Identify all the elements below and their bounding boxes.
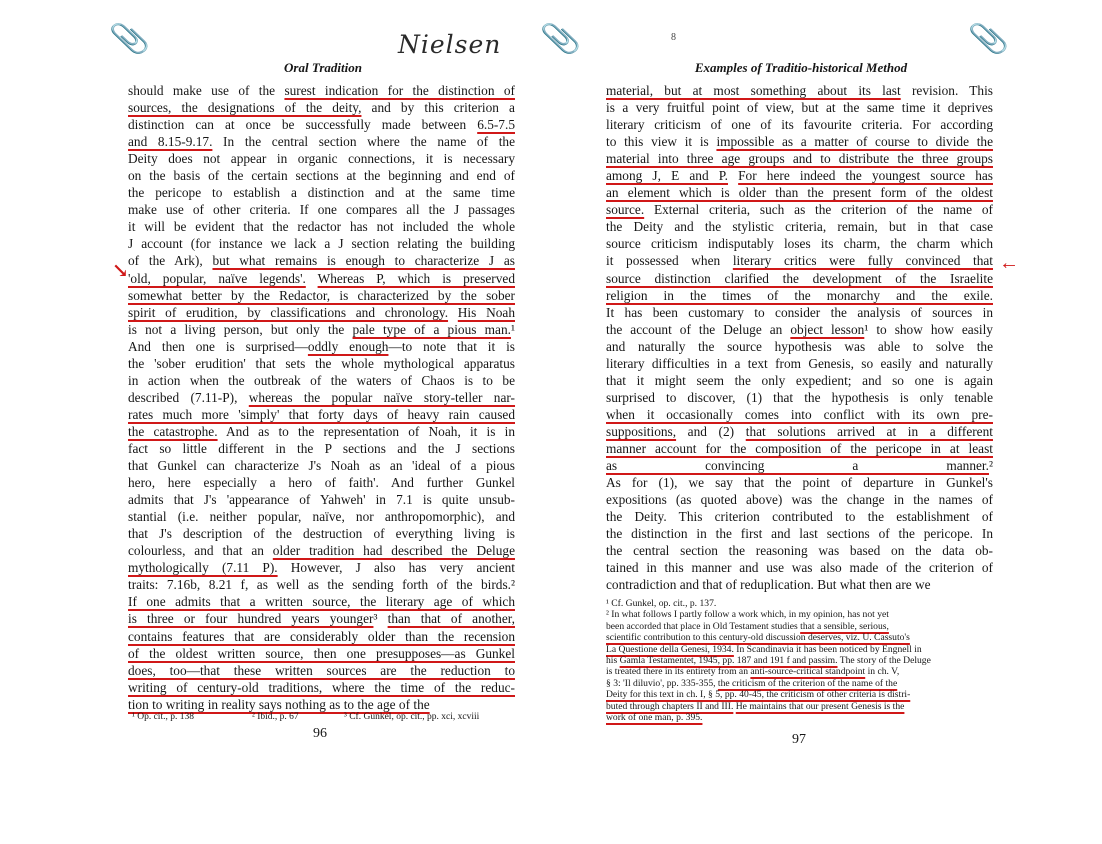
underlined-text: Whereas P, which is preserved — [317, 270, 515, 286]
underlined-text: is three or four hundred years younger — [128, 611, 374, 627]
text-line — [606, 252, 993, 269]
underlined-text: tion to writing in reality says nothing as to the age of the — [128, 696, 430, 712]
text-line — [606, 542, 993, 559]
text-line — [606, 406, 993, 423]
running-head-right: Examples of Traditio-historical Method — [694, 60, 908, 75]
text-line — [128, 372, 515, 389]
text-run: —to note that it is — [388, 338, 515, 354]
text-line — [606, 99, 993, 116]
text-line — [128, 508, 515, 525]
text-run: literary difficulties in a text from Genesis, so easily and naturally — [606, 355, 993, 371]
text-line — [606, 184, 993, 201]
text-line — [606, 287, 993, 304]
text-run: the 'sober erudition' that sets the whole mythological apparatus — [128, 355, 515, 371]
text-line — [128, 474, 515, 491]
footnote-line — [606, 609, 992, 620]
underlined-text: oddly enough — [307, 338, 389, 354]
text-run: External criteria, such as the criterion of the name of — [644, 202, 993, 218]
text-line — [606, 133, 993, 150]
text-run: And as to the representation of Noah, it is in — [217, 423, 516, 439]
underlined-text: Gamla Testamentet, 1945, pp. 187 and 191 f and passim. — [619, 655, 838, 667]
text-line — [128, 235, 515, 252]
footnote-line — [606, 701, 992, 712]
underlined-text: object lesson — [790, 321, 865, 337]
text-line — [128, 491, 515, 508]
text-run: ² — [988, 458, 993, 474]
folio-left: 96 — [313, 726, 327, 741]
running-head-left: Oral Tradition — [284, 60, 362, 75]
text-run: The story of the Deluge — [837, 655, 931, 667]
text-line — [128, 662, 515, 679]
text-line — [606, 201, 993, 218]
text-line — [128, 321, 515, 338]
text-run: that J's description of the destruction of everything living is — [128, 526, 515, 542]
text-run: the Deity. This criterion contributed to the establishment of — [606, 509, 993, 525]
right-page — [539, 0, 1102, 844]
underlined-text: anti-source-critical standpoint — [750, 666, 866, 678]
text-run: and naturally the source hypothesis was able to solve the — [606, 338, 993, 354]
underlined-text: contains features that are considerably older than the recension — [128, 628, 515, 644]
text-line — [128, 150, 515, 167]
text-run: ³ — [373, 611, 388, 627]
footnote-line — [606, 678, 992, 689]
text-run: stantial (i.e. neither popular, naïve, nor anthropomorphic), and — [128, 509, 515, 525]
underlined-text: sources, the designations of the deity, — [128, 100, 362, 116]
text-run: it will be evident that the redactor has not included the whole — [128, 219, 515, 235]
text-line — [128, 287, 515, 304]
underlined-text: does, too—that these written sources are the reduction to — [128, 662, 515, 678]
text-line — [606, 304, 993, 321]
text-line — [606, 235, 993, 252]
text-line — [606, 576, 993, 593]
text-run: hero, here especially a hero of faith'. And further Gunkel — [128, 475, 515, 491]
text-run: expositions (as quoted above) was the change in the names of — [606, 492, 993, 508]
text-run: In Scandinavia it has been noticed by Engnell in — [733, 643, 922, 655]
text-line — [128, 423, 515, 440]
underlined-text: His Noah — [457, 304, 515, 320]
text-line — [606, 321, 993, 338]
text-run: should make use of the — [128, 83, 285, 98]
text-run: make use of other criteria. If one compares all the J passages — [128, 202, 515, 218]
text-line — [128, 389, 515, 406]
text-run: ¹ Cf. Gunkel, op. cit., p. 137. — [606, 598, 717, 609]
text-run: However, J also has very ancient — [277, 560, 516, 576]
text-run: described (7.11-P), — [128, 389, 249, 405]
underlined-text: an element which is older than the present form of the oldest — [606, 185, 993, 201]
underlined-text: among J, E and P. — [606, 168, 729, 184]
underlined-text: source. — [606, 202, 645, 218]
text-line — [128, 167, 515, 184]
folio-right: 97 — [792, 732, 806, 747]
text-run: been accorded that place in Old Testament studies — [606, 620, 801, 632]
text-line — [606, 82, 993, 99]
text-run: in action when the outbreak of the waters of Chaos is to be — [128, 372, 515, 388]
left-body-text — [128, 82, 515, 713]
text-run: source criticism indisputably loses its charm, the charm which — [606, 236, 993, 252]
underlined-text: spirit of erudition, by classifications and chronology. — [128, 304, 449, 320]
footnote-line — [606, 689, 992, 700]
left-footnote-3: ³ Cf. Gunkel, op. cit., pp. xci, xcviii — [344, 712, 480, 722]
footnote-line — [606, 644, 992, 655]
text-line — [606, 508, 993, 525]
text-run: the pericope to establish a distinction and at the same time — [128, 185, 515, 201]
text-run: And then one is surprised— — [128, 338, 308, 354]
text-line — [606, 218, 993, 235]
text-line — [606, 270, 993, 287]
underlined-text: material, but at most something about its last — [606, 83, 901, 98]
text-run: is not a living person, but only the — [128, 321, 353, 337]
text-line — [128, 593, 515, 610]
underlined-text: of the oldest written source, then one presupposes—as Gunkel — [128, 645, 515, 661]
text-line — [128, 457, 515, 474]
text-run: and by this criterion a — [361, 100, 515, 116]
text-run: ¹ to show how easily — [864, 321, 993, 337]
text-line — [128, 133, 515, 150]
text-run: ² In what follows I partly follow a work which, in my opinion, has not yet — [606, 609, 889, 621]
binder-clip-icon: 📎 — [967, 24, 1010, 55]
text-run: his — [606, 655, 620, 667]
page-mark: 8 — [671, 32, 676, 43]
margin-arrow-left: ↘ — [112, 260, 129, 282]
text-run: As for (1), we say that the point of departure in Gunkel's — [606, 475, 993, 491]
text-line — [128, 355, 515, 372]
text-line — [606, 372, 993, 389]
text-line — [128, 252, 515, 269]
text-line — [128, 406, 515, 423]
footnote-line — [606, 655, 992, 666]
text-line — [606, 457, 993, 474]
underlined-text: whereas the popular naïve story-teller nar- — [248, 389, 516, 405]
text-run: admits that J's 'appearance of Yahweh' in 7.1 is quite unsub- — [128, 492, 515, 508]
footnote-line — [606, 621, 992, 632]
text-line — [606, 525, 993, 542]
underlined-text: mythologically (7.11 P). — [128, 560, 278, 576]
text-run: to this view it is — [606, 134, 717, 150]
text-line — [128, 679, 515, 696]
text-line — [128, 99, 515, 116]
text-line — [128, 116, 515, 133]
text-line — [606, 491, 993, 508]
text-line — [128, 201, 515, 218]
text-line — [128, 628, 515, 645]
text-line — [606, 423, 993, 440]
underlined-text: than that of another, — [387, 611, 515, 627]
text-run: in ch. V, — [865, 666, 900, 678]
text-run: colourless, and that an — [128, 543, 273, 559]
text-run: surprised to discover, (1) that the hypothesis is only tenable — [606, 389, 993, 405]
text-run: § 3: 'Il diluvio', pp. 335-355, — [606, 677, 718, 689]
underlined-text: source distinction clarified the development of the Israelite — [606, 270, 993, 286]
text-run: on the basis of the certain sections at the beginning and end of — [128, 168, 515, 184]
text-run: contradiction and that of reduplication. But what then are we — [606, 577, 931, 593]
text-run: Deity does not appear in organic connections, it is necessary — [128, 151, 515, 167]
text-run: the account of the Deluge an — [606, 321, 791, 337]
text-line — [606, 474, 993, 491]
text-line — [128, 304, 515, 321]
text-line — [606, 389, 993, 406]
underlined-text: as convincing a manner. — [606, 458, 989, 474]
underlined-text: If one admits that a written source, the literary age of which — [128, 594, 515, 610]
underlined-text: that solutions arrived at in a different — [745, 423, 993, 439]
footnote-line — [606, 632, 992, 643]
text-run: is treated there in its entirety from an — [606, 666, 751, 678]
text-run: fact so little different in the P sections and the J sections — [128, 440, 515, 456]
text-run — [448, 305, 458, 320]
text-run: ¹ — [510, 321, 515, 337]
underlined-text: He maintains that our present Genesis is the — [735, 700, 905, 712]
underlined-text: rates much more 'simply' that forty days of heavy rain caused — [128, 406, 515, 422]
text-line — [128, 184, 515, 201]
underlined-text: work of one man, p. 395. — [606, 712, 703, 724]
underlined-text: scientific contribution to this century-old discussion deserves, viz. U. Cassuto's — [606, 632, 910, 644]
text-line — [606, 440, 993, 457]
underlined-text: surest indication for the distinction of — [284, 83, 515, 98]
left-footnote-2: ² Ibid., p. 67 — [252, 712, 299, 722]
text-run — [306, 271, 318, 286]
underlined-text: suppositions, — [606, 423, 677, 439]
underlined-text: the criticism of the criterion of the name of the — [717, 677, 898, 689]
text-run: the Deity and the stylistic criteria, remain, but in that case — [606, 219, 993, 235]
underlined-text: 6.5-7.5 — [477, 117, 515, 133]
handwritten-name: Nielsen — [398, 30, 502, 59]
underlined-text: La Questione della Genesi, 1934. — [606, 643, 734, 655]
margin-arrow-right: ← — [999, 252, 1019, 274]
binder-clip-icon: 📎 — [108, 24, 151, 55]
right-footnotes — [606, 598, 992, 723]
text-run: distinction can at once be successfully made between — [128, 117, 478, 133]
underlined-text: material into three age groups and to distribute the three groups — [606, 151, 993, 167]
text-line — [128, 696, 515, 713]
text-run: traits: 7.16b, 8.21 f, as well as the sending forth of the birds.² — [128, 577, 515, 593]
text-line — [606, 559, 993, 576]
text-line — [128, 576, 515, 593]
footnote-line — [606, 666, 992, 677]
text-line — [606, 338, 993, 355]
text-run: In the central section where the name of the — [212, 134, 515, 150]
underlined-text: writing of century-old traditions, where the time of the reduc- — [128, 679, 515, 695]
text-run: It has been customary to consider the analysis of sources in — [606, 304, 993, 320]
text-run: J account (for instance we lack a J section relating the building — [128, 236, 515, 252]
underlined-text: Deity for this text in ch. I, § 5, pp. 40-45, the criticism of other criteria is distri- — [606, 689, 911, 701]
underlined-text: buted through chapters II and III. — [606, 700, 734, 712]
text-line — [128, 82, 515, 99]
text-line — [128, 218, 515, 235]
underlined-text: religion in the times of the monarchy and the exile. — [606, 287, 993, 303]
text-run: that Gunkel can characterize J's Noah as an 'ideal of a pious — [128, 458, 515, 474]
left-footnote-1: ¹ Op. cit., p. 138 — [132, 712, 194, 722]
text-run: the central section the reasoning was based on the data ob- — [606, 543, 993, 559]
text-line — [128, 645, 515, 662]
text-line — [128, 440, 515, 457]
underlined-text: when it occasionally comes into conflict with its own pre- — [606, 406, 993, 422]
text-line — [128, 610, 515, 627]
text-line — [128, 338, 515, 355]
underlined-text: that a sensible, serious, — [800, 620, 889, 632]
underlined-text: manner account for the composition of the pericope in at least — [606, 440, 993, 456]
text-line — [606, 355, 993, 372]
underlined-text: older tradition had described the Deluge — [272, 543, 515, 559]
text-line — [128, 559, 515, 576]
underlined-text: and 8.15-9.17. — [128, 134, 213, 150]
text-run: tained in this manner and use was also made of the criterion of — [606, 560, 993, 576]
text-line — [606, 150, 993, 167]
underlined-text: 'old, popular, naïve legends'. — [128, 270, 306, 286]
text-line — [606, 116, 993, 133]
footnote-line — [606, 598, 992, 609]
underlined-text: impossible as a matter of course to divide the — [716, 134, 993, 150]
text-run: that it might seem the only expedient; and so one is again — [606, 372, 993, 388]
underlined-text: the catastrophe. — [128, 423, 218, 439]
binder-clip-icon: 📎 — [539, 24, 582, 55]
text-line — [606, 167, 993, 184]
text-line — [128, 270, 515, 287]
footnote-line — [606, 712, 992, 723]
text-run: literary criticism of one of its favourite criteria. For according — [606, 117, 993, 133]
text-run — [728, 168, 738, 183]
text-run: and (2) — [676, 423, 746, 439]
underlined-text: literary critics were fully convinced that — [732, 253, 993, 269]
text-run: the distinction in the first and last sections of the pericope. In — [606, 526, 993, 542]
underlined-text: For here indeed the youngest source has — [738, 168, 993, 184]
underlined-text: but what remains is enough to characterize J as — [212, 253, 515, 269]
underlined-text: pale type of a pious man. — [352, 321, 511, 337]
text-run: is a very fruitful point of view, but at the same time it deprives — [606, 100, 993, 116]
text-run: it possessed when — [606, 253, 733, 269]
text-line — [128, 542, 515, 559]
text-run: of the Ark), — [128, 253, 213, 269]
underlined-text: somewhat better by the Redactor, is characterized by the sober — [128, 287, 515, 303]
right-body-text — [606, 82, 993, 593]
text-line — [128, 525, 515, 542]
text-run: revision. This — [900, 83, 993, 98]
